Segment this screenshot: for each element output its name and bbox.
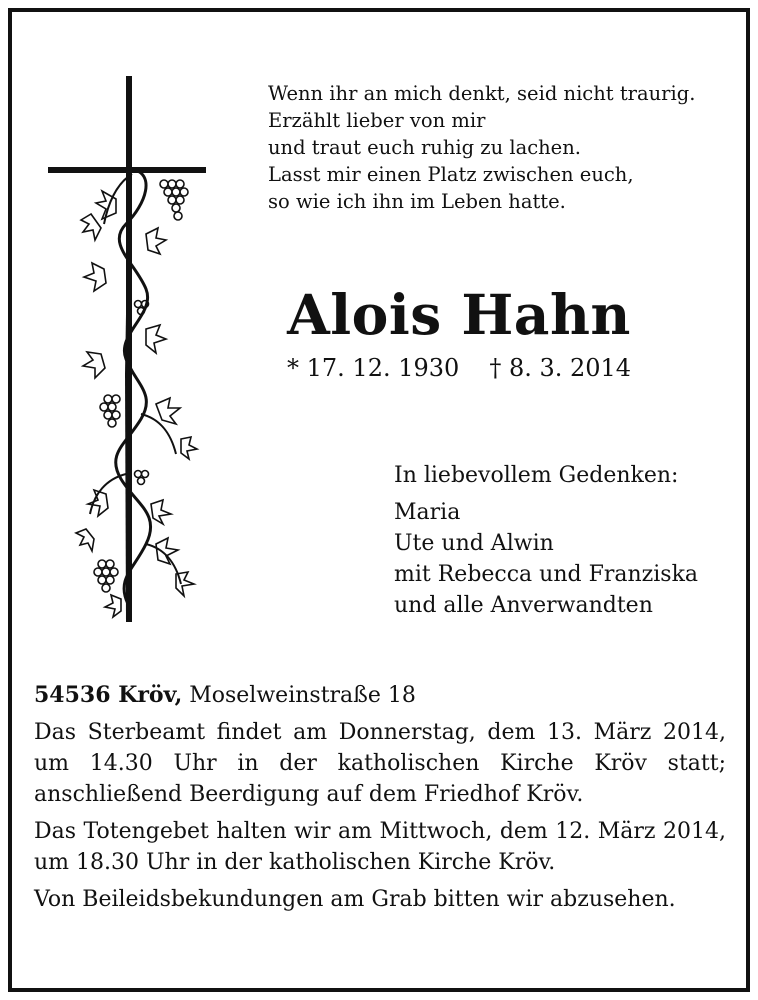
poem <box>268 80 738 215</box>
mourner-name: und alle Anverwandten <box>394 593 653 618</box>
poem-line: Erzählt lieber von mir <box>268 109 486 132</box>
prayer-notice: Das Totengebet halten wir am Mittwoch, dem 12. März 2014, um 18.30 Uhr in der katholischen Kirche Kröv. <box>34 819 726 875</box>
mourner-name: Maria <box>394 500 461 525</box>
death-date: † 8. 3. 2014 <box>489 354 632 382</box>
poem-line: und traut euch ruhig zu lachen. <box>268 136 581 159</box>
cross-with-vine-icon <box>46 74 212 622</box>
mourners-intro: In liebevollem Gedenken: <box>394 463 679 488</box>
life-dates <box>287 354 727 382</box>
obituary-frame <box>8 8 750 992</box>
condolences-notice: Von Beileidsbekundungen am Grab bitten wir abzusehen. <box>34 887 676 912</box>
birth-date: * 17. 12. 1930 <box>287 354 460 382</box>
poem-line: Lasst mir einen Platz zwischen euch, <box>268 163 634 186</box>
service-info <box>34 680 726 921</box>
address-city: 54536 Kröv, <box>34 682 183 708</box>
mourners-block <box>394 460 744 621</box>
address <box>34 680 726 711</box>
mourner-name: Ute und Alwin <box>394 531 554 556</box>
mourner-name: mit Rebecca und Franziska <box>394 562 699 587</box>
address-street: Moselweinstraße 18 <box>182 683 416 708</box>
deceased-name: Alois Hahn <box>287 282 631 347</box>
poem-line: Wenn ihr an mich denkt, seid nicht traurig. <box>268 82 696 105</box>
funeral-notice: Das Sterbeamt findet am Donnerstag, dem 13. März 2014, um 14.30 Uhr in der katholischen Kirche Kröv statt; anschließend Beerdigung auf dem Friedhof Kröv. <box>34 720 726 807</box>
poem-line: so wie ich ihn im Leben hatte. <box>268 190 566 213</box>
